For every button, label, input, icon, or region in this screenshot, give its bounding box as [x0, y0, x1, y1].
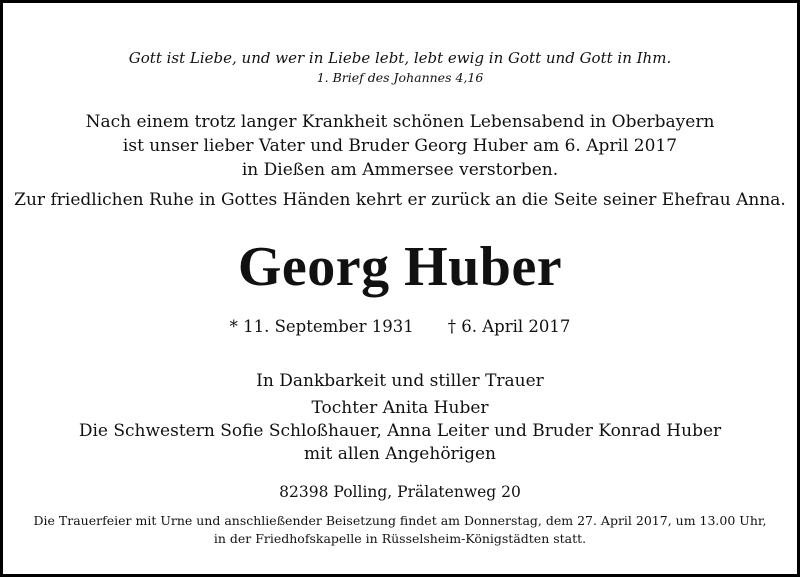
intro-line: Zur friedlichen Ruhe in Gottes Händen kehrt er zurück an die Seite seiner Ehefrau Anna.: [14, 190, 786, 210]
bible-verse-reference: 1. Brief des Johannes 4,16: [316, 70, 484, 85]
mourning-line: In Dankbarkeit und stiller Trauer: [256, 371, 544, 391]
mourner-name: Tochter Anita Huber: [311, 398, 489, 418]
funeral-info-line: Die Trauerfeier mit Urne und anschließender Beisetzung findet am Donnerstag, dem 27. April 2017, um 13.00 Uhr,: [33, 513, 767, 528]
birth-date: * 11. September 1931: [229, 317, 414, 336]
mourner-name: mit allen Angehörigen: [303, 444, 497, 464]
intro-line: Nach einem trotz langer Krankheit schönen Lebensabend in Oberbayern: [85, 112, 715, 132]
mourner-name: Die Schwestern Sofie Schloßhauer, Anna Leiter und Bruder Konrad Huber: [78, 421, 722, 441]
death-date: † 6. April 2017: [447, 317, 571, 336]
deceased-name: Georg Huber: [237, 236, 563, 298]
intro-line: ist unser lieber Vater und Bruder Georg Huber am 6. April 2017: [122, 136, 678, 156]
bible-verse: Gott ist Liebe, und wer in Liebe lebt, lebt ewig in Gott und Gott in Ihm.: [128, 49, 672, 67]
funeral-info-line: in der Friedhofskapelle in Rüsselsheim-Königstädten statt.: [213, 531, 587, 546]
family-address: 82398 Polling, Prälatenweg 20: [279, 483, 521, 501]
intro-line: in Dießen am Ammersee verstorben.: [241, 160, 559, 180]
life-dates: [3, 317, 797, 336]
